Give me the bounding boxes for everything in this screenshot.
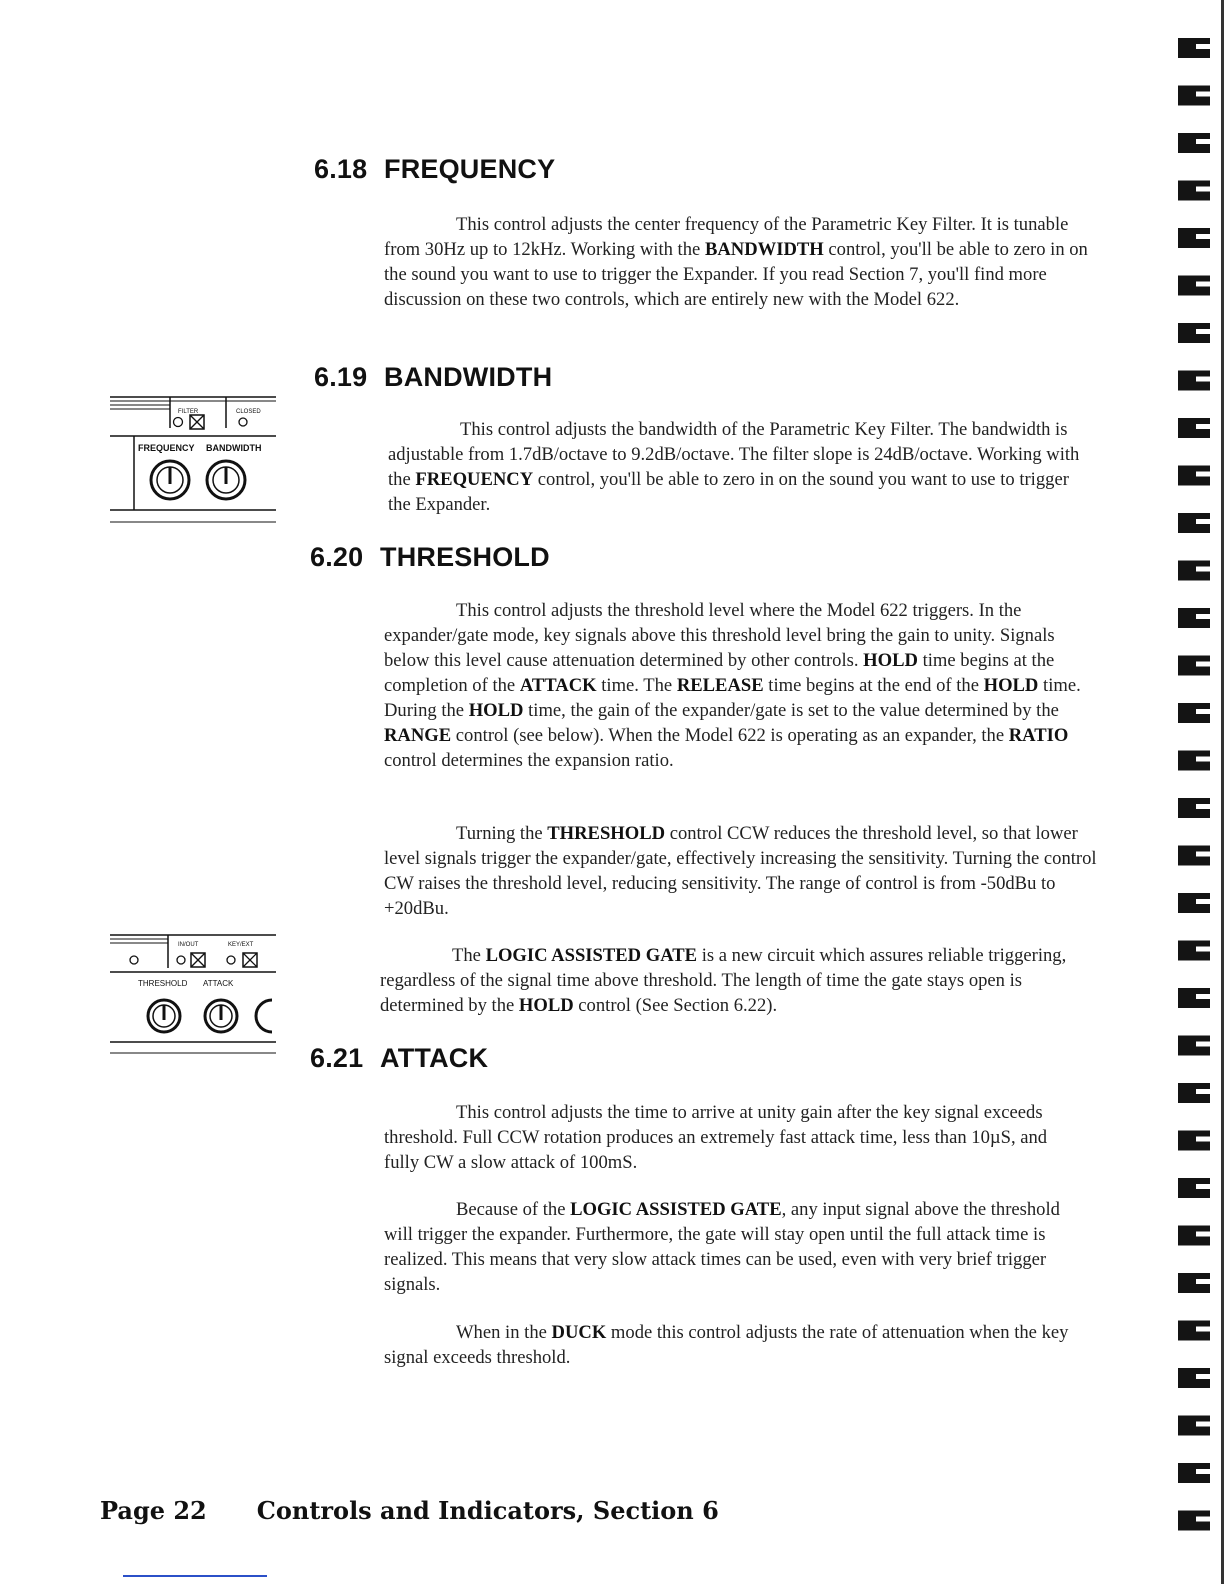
text-run: control CCW reduces the threshold level, so that lower level signals trigger the expander/gate, effectively increasing the sensitivity. Turning the control CW raises the threshold level, reducing sensitivity. The range of control is from -50dBu to +20dBu. bbox=[384, 823, 1097, 919]
binding-tab bbox=[1178, 371, 1210, 391]
paragraph bbox=[384, 598, 1098, 773]
panel-label: FREQUENCY bbox=[138, 443, 195, 453]
paragraph bbox=[384, 821, 1098, 921]
paragraph bbox=[380, 943, 1086, 1018]
panel-label: THRESHOLD bbox=[138, 979, 188, 988]
paragraph bbox=[384, 212, 1096, 312]
paragraph bbox=[384, 1320, 1084, 1370]
binding-tab bbox=[1178, 1463, 1210, 1483]
binding-tab bbox=[1178, 1226, 1210, 1246]
panel-label: KEY/EXT bbox=[228, 942, 254, 948]
binding-tab bbox=[1178, 418, 1210, 438]
section-title: FREQUENCY bbox=[384, 154, 556, 184]
page-number: Page 22 bbox=[100, 1496, 207, 1525]
binding-tab bbox=[1178, 988, 1210, 1008]
spiral-binding-illustration bbox=[1178, 30, 1218, 1540]
binding-tab bbox=[1178, 513, 1210, 533]
text-run: The bbox=[452, 945, 486, 966]
binding-tab bbox=[1178, 751, 1210, 771]
binding-tab bbox=[1178, 941, 1210, 961]
bold-term: RELEASE bbox=[676, 675, 764, 696]
binding-tab bbox=[1178, 703, 1210, 723]
binding-tab bbox=[1178, 608, 1210, 628]
text-run: control, you'll be able to zero in on the sound you want to use to trigger the Expander. bbox=[388, 469, 1069, 515]
bold-term: LOGIC ASSISTED GATE bbox=[570, 1199, 782, 1220]
text-run: , any input signal above the threshold will trigger the expander. Furthermore, the gate will stay open until the full attack time is realized. This means that very slow attack times can be used, even with very brief trigger signals. bbox=[384, 1199, 1060, 1295]
binding-tab bbox=[1178, 1178, 1210, 1198]
section-title: ATTACK bbox=[380, 1043, 489, 1073]
text-run: This control adjusts the center frequency of the Parametric Key Filter. It is tunable from 30Hz up to 12kHz. Working with the bbox=[384, 214, 1069, 260]
section-title: BANDWIDTH bbox=[384, 362, 553, 392]
bold-term: ATTACK bbox=[519, 675, 597, 696]
section-number: 6.18 bbox=[314, 154, 368, 184]
panel-label: FILTER bbox=[178, 409, 199, 415]
panel-label: IN/OUT bbox=[178, 942, 199, 948]
text-run: time begins at the completion of the bbox=[384, 650, 1055, 696]
bold-term: LOGIC ASSISTED GATE bbox=[485, 945, 698, 966]
binding-tab bbox=[1178, 1416, 1210, 1436]
section-number: 6.20 bbox=[310, 542, 364, 572]
panel-label: CLOSED bbox=[236, 409, 261, 415]
binding-tab bbox=[1178, 1273, 1210, 1293]
bold-term: RANGE bbox=[384, 725, 452, 746]
text-run: control (See Section 6.22). bbox=[573, 995, 778, 1016]
bold-term: FREQUENCY bbox=[415, 469, 534, 490]
text-run: Because of the bbox=[456, 1199, 571, 1220]
footer-rule bbox=[123, 1575, 267, 1577]
section-number: 6.21 bbox=[310, 1043, 364, 1073]
page-footer bbox=[100, 1496, 719, 1525]
bold-term: RATIO bbox=[1008, 725, 1069, 746]
text-run: mode this control adjusts the rate of attenuation when the key signal exceeds threshold. bbox=[384, 1322, 1069, 1368]
text-run: control determines the expansion ratio. bbox=[384, 750, 674, 771]
binding-tab bbox=[1178, 466, 1210, 486]
text-run: This control adjusts the threshold level where the Model 622 triggers. In the expander/gate mode, key signals above this threshold level bring the gain to unity. Signals below this level cause attenuation determined by other controls. bbox=[384, 600, 1055, 671]
text-run: When in the bbox=[456, 1322, 552, 1343]
binding-tab bbox=[1178, 798, 1210, 818]
footer-section-title: Controls and Indicators, Section 6 bbox=[256, 1496, 719, 1525]
binding-tab bbox=[1178, 846, 1210, 866]
text-run: time begins at the end of the bbox=[763, 675, 984, 696]
bold-term: HOLD bbox=[983, 675, 1039, 696]
binding-tab bbox=[1178, 181, 1210, 201]
paragraph bbox=[384, 1100, 1084, 1175]
section-heading-6-19 bbox=[314, 362, 552, 393]
text-run: is a new circuit which assures reliable triggering, regardless of the signal time above threshold. The length of time the gate stays open is determined by the bbox=[380, 945, 1067, 1016]
binding-tab bbox=[1178, 893, 1210, 913]
panel-label: BANDWIDTH bbox=[206, 443, 262, 453]
section-heading-6-20 bbox=[310, 542, 550, 573]
bold-term: HOLD bbox=[518, 995, 574, 1016]
binding-tab bbox=[1178, 323, 1210, 343]
bold-term: THRESHOLD bbox=[547, 823, 666, 844]
bold-term: HOLD bbox=[468, 700, 524, 721]
section-number: 6.19 bbox=[314, 362, 368, 392]
paragraph bbox=[384, 1197, 1084, 1297]
text-run: Turning the bbox=[456, 823, 548, 844]
binding-tab bbox=[1178, 133, 1210, 153]
text-run: control, you'll be able to zero in on the sound you want to use to trigger the Expander. If you read Section 7, you'll find more discussion on these two controls, which are entirely new with the Model 622. bbox=[384, 239, 1088, 310]
binding-tab bbox=[1178, 1083, 1210, 1103]
text-run: control (see below). When the Model 622 is operating as an expander, the bbox=[451, 725, 1009, 746]
panel-label: ATTACK bbox=[203, 979, 234, 988]
bandwidth-panel-illustration bbox=[108, 392, 278, 524]
binding-tab bbox=[1178, 1368, 1210, 1388]
binding-tab bbox=[1178, 86, 1210, 106]
text-run: This control adjusts the bandwidth of the Parametric Key Filter. The bandwidth is adjustable from 1.7dB/octave to 9.2dB/octave. The filter slope is 24dB/octave. Working with the bbox=[388, 419, 1080, 490]
binding-tab bbox=[1178, 1321, 1210, 1341]
paragraph bbox=[388, 417, 1092, 517]
bold-term: DUCK bbox=[551, 1322, 607, 1343]
section-heading-6-21 bbox=[310, 1043, 488, 1074]
text-run: time, the gain of the expander/gate is set to the value determined by the bbox=[523, 700, 1059, 721]
binding-tab bbox=[1178, 656, 1210, 676]
threshold-panel-illustration bbox=[108, 932, 278, 1056]
binding-tab bbox=[1178, 1131, 1210, 1151]
bold-term: HOLD bbox=[863, 650, 918, 671]
binding-tab bbox=[1178, 1511, 1210, 1531]
text-run: time. The bbox=[596, 675, 677, 696]
binding-tab bbox=[1178, 276, 1210, 296]
binding-tab bbox=[1178, 228, 1210, 248]
text-run: time. During the bbox=[384, 675, 1081, 721]
section-heading-6-18 bbox=[314, 154, 555, 185]
section-title: THRESHOLD bbox=[380, 542, 550, 572]
binding-tab bbox=[1178, 1036, 1210, 1056]
text-run: This control adjusts the time to arrive at unity gain after the key signal exceeds threshold. Full CCW rotation produces an extremely fast attack time, less than 10µS, and fully CW a slow attack of 100mS. bbox=[384, 1102, 1048, 1173]
binding-tab bbox=[1178, 38, 1210, 58]
binding-tab bbox=[1178, 561, 1210, 581]
bold-term: BANDWIDTH bbox=[704, 239, 824, 260]
